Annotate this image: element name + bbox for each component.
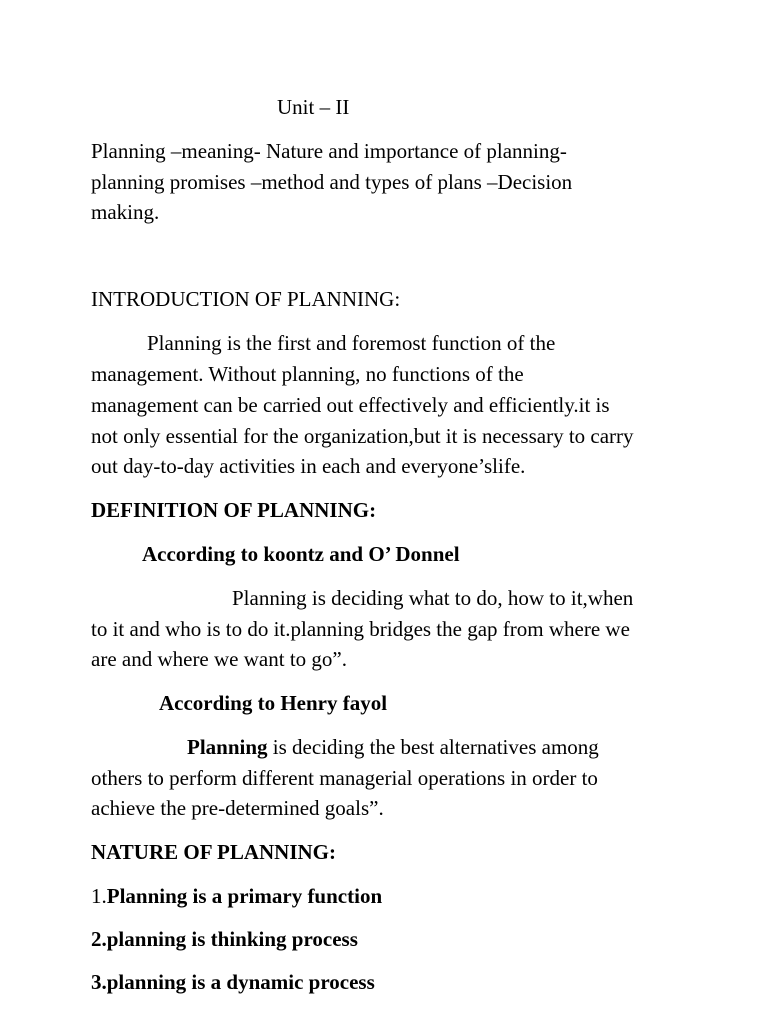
fayol-line-1-text: is deciding the best alternatives among [267,735,599,759]
fayol-heading: According to Henry fayol [159,691,388,715]
fayol-line-3: achieve the pre-determined goals”. [91,796,384,820]
nature-item-1 [91,881,382,912]
intro-line-3: management can be carried out effectively and efficiently.it is [91,393,610,417]
definition-heading: DEFINITION OF PLANNING: [91,498,377,522]
intro-line-5: out day-to-day activities in each and everyone’slife. [91,454,526,478]
syllabus-line-1: Planning –meaning- Nature and importance of planning- [91,139,567,163]
syllabus-line-2: planning promises –method and types of plans –Decision [91,170,573,194]
fayol-line-2: others to perform different managerial operations in order to [91,766,598,790]
koontz-line-2: to it and who is to do it.planning bridges the gap from where we [91,617,630,641]
intro-line-1: Planning is the first and foremost function of the [147,331,556,355]
koontz-heading: According to koontz and O’ Donnel [142,542,460,566]
nature-item-1-text: Planning is a primary function [106,884,383,908]
nature-item-2: 2.planning is thinking process [91,927,358,951]
intro-line-4: not only essential for the organization,but it is necessary to carry [91,424,634,448]
fayol-line-1 [187,732,599,763]
nature-item-1-prefix: 1. [91,884,107,908]
nature-heading: NATURE OF PLANNING: [91,840,336,864]
intro-line-2: management. Without planning, no functions of the [91,362,524,386]
fayol-lead-term: Planning [187,735,268,759]
unit-title: Unit – II [277,95,350,119]
intro-heading: INTRODUCTION OF PLANNING: [91,287,401,311]
nature-item-3: 3.planning is a dynamic process [91,970,375,994]
syllabus-line-3: making. [91,200,160,224]
koontz-line-1: Planning is deciding what to do, how to it,when [232,586,634,610]
koontz-line-3: are and where we want to go”. [91,647,347,671]
